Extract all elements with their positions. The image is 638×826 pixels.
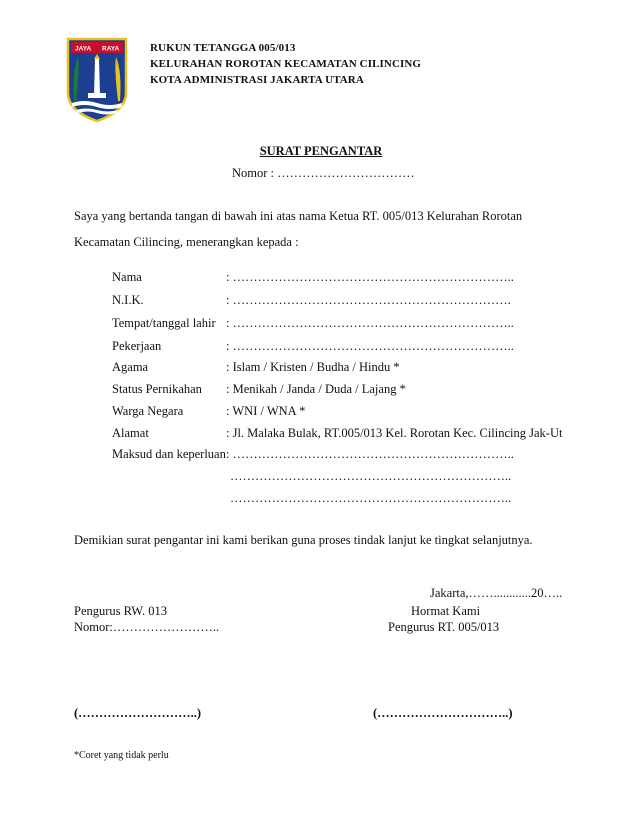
rt-signature-placeholder: (…………………………..) [373, 706, 513, 720]
document-title: SURAT PENGANTAR [259, 144, 383, 158]
header-line-rt: RUKUN TETANGGA 005/013 [150, 42, 296, 54]
emblem-shield-icon [66, 37, 128, 123]
field-value-nama: : ………………………………………………………….. [226, 270, 514, 284]
logo-text-left: JAYA [75, 45, 92, 53]
field-label-status-pernikahan: Status Pernikahan [112, 382, 202, 396]
rw-organization: Pengurus RW. 013 [74, 604, 167, 618]
field-label-alamat: Alamat [112, 426, 149, 440]
field-label-pekerjaan: Pekerjaan [112, 339, 162, 353]
jakarta-emblem-logo [66, 37, 128, 123]
closing-greeting: Hormat Kami [411, 604, 481, 618]
place-date: Jakarta,……............20….. [430, 586, 563, 600]
field-label-nama: Nama [112, 270, 142, 284]
header-line-kota: KOTA ADMINISTRASI JAKARTA UTARA [150, 74, 364, 86]
footnote: *Coret yang tidak perlu [74, 750, 169, 761]
field-label-warga-negara: Warga Negara [112, 404, 184, 418]
field-label-tempat-tanggal-lahir: Tempat/tanggal lahir [112, 316, 216, 330]
field-value-agama: : Islam / Kristen / Budha / Hindu * [226, 360, 400, 374]
field-value-status-pernikahan: : Menikah / Janda / Duda / Lajang * [226, 382, 406, 396]
field-value-pekerjaan: : ………………………………………………………….. [226, 339, 514, 353]
field-extra-line-2: ………………………………………………………….. [230, 491, 512, 505]
header-line-kelurahan: KELURAHAN ROROTAN KECAMATAN CILINCING [150, 58, 422, 70]
logo-text-right: RAYA [102, 45, 120, 53]
field-value-maksud-keperluan: : ………………………………………………………….. [226, 447, 514, 461]
rt-organization: Pengurus RT. 005/013 [388, 620, 500, 634]
field-extra-line-1: ………………………………………………………….. [230, 469, 512, 483]
field-value-nik: : …………………………………………………………. [226, 293, 511, 307]
document-number: Nomor : …………………………… [232, 166, 415, 180]
rw-number: Nomor:…………………….. [74, 620, 220, 634]
field-label-nik: N.I.K. [112, 293, 144, 307]
intro-line-1: Saya yang bertanda tangan di bawah ini atas nama Ketua RT. 005/013 Kelurahan Rorotan [74, 209, 523, 223]
field-label-agama: Agama [112, 360, 149, 374]
field-label-maksud-keperluan: Maksud dan keperluan [112, 447, 226, 461]
intro-line-2: Kecamatan Cilincing, menerangkan kepada : [74, 235, 299, 249]
field-value-warga-negara: : WNI / WNA * [226, 404, 306, 418]
field-value-alamat: : Jl. Malaka Bulak, RT.005/013 Kel. Rorotan Kec. Cilincing Jak-Ut [226, 426, 563, 440]
rw-signature-placeholder: (………………………..) [74, 706, 202, 720]
closing-statement: Demikian surat pengantar ini kami berikan guna proses tindak lanjut ke tingkat selanjutnya. [74, 533, 533, 547]
field-value-tempat-tanggal-lahir: : ………………………………………………………….. [226, 316, 514, 330]
